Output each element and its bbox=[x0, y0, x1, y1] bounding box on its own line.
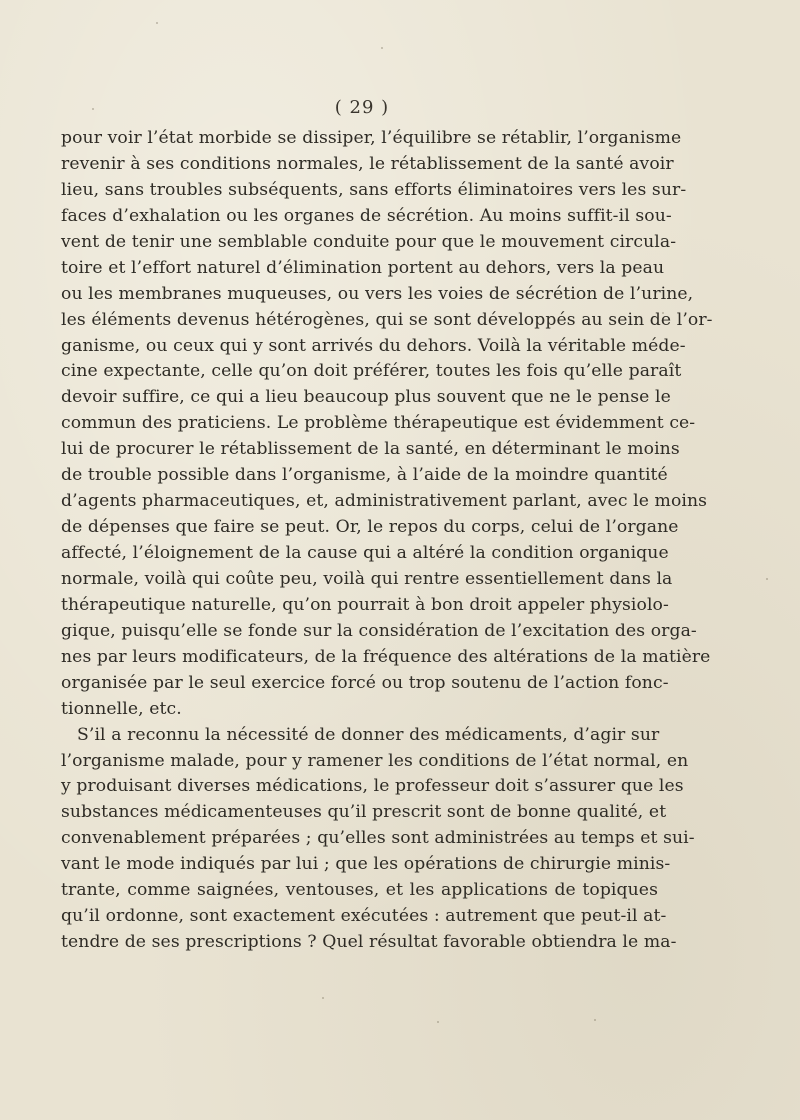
paper-speck bbox=[381, 47, 383, 49]
text-line: les éléments devenus hétérogènes, qui se sont développés au sein de l’or- bbox=[61, 309, 713, 330]
text-line: ou les membranes muqueuses, ou vers les voies de sécrétion de l’urine, bbox=[61, 283, 694, 304]
text-line: trante, comme saignées, ventouses, et les applications de topiques bbox=[61, 880, 658, 901]
text-line: l’organisme malade, pour y ramener les conditions de l’état normal, en bbox=[61, 750, 689, 771]
paper-speck bbox=[322, 997, 324, 999]
paper-speck bbox=[766, 578, 768, 580]
text-line: d’agents pharmaceutiques, et, administrativement parlant, avec le moins bbox=[61, 491, 708, 512]
paper-speck bbox=[156, 22, 158, 24]
paper-speck bbox=[662, 312, 664, 314]
text-line: vent de tenir une semblable conduite pour que le mouvement circula- bbox=[61, 231, 677, 252]
text-line: affecté, l’éloignement de la cause qui a altéré la condition organique bbox=[61, 543, 669, 563]
text-line: faces d’exhalation ou les organes de sécrétion. Au moins suffit-il sou- bbox=[61, 205, 672, 226]
text-line: tendre de ses prescriptions ? Quel résultat favorable obtiendra le ma- bbox=[61, 932, 677, 953]
text-line: gique, puisqu’elle se fonde sur la considération de l’excitation des orga- bbox=[61, 620, 697, 641]
text-line: toire et l’effort naturel d’élimination portent au dehors, vers la peau bbox=[61, 257, 665, 278]
text-line: de dépenses que faire se peut. Or, le repos du corps, celui de l’organe bbox=[61, 517, 679, 538]
text-line: qu’il ordonne, sont exactement exécutées : autrement que peut-il at- bbox=[61, 906, 667, 927]
text-line: cine expectante, celle qu’on doit préférer, toutes les fois qu’elle paraît bbox=[61, 361, 682, 382]
text-line: lui de procurer le rétablissement de la santé, en déterminant le moins bbox=[61, 439, 680, 460]
text-line: nes par leurs modificateurs, de la fréquence des altérations de la matière bbox=[61, 646, 711, 667]
text-line: commun des praticiens. Le problème thérapeutique est évidemment ce- bbox=[61, 413, 696, 434]
page-number: ( 29 ) bbox=[334, 97, 390, 118]
paper-speck bbox=[594, 1019, 596, 1021]
text-line-paragraph-end: tionnelle, etc. bbox=[61, 698, 182, 719]
paper-speck bbox=[437, 1021, 439, 1023]
text-line: y produisant diverses médications, le professeur doit s’assurer que les bbox=[61, 776, 684, 797]
text-line: substances médicamenteuses qu’il prescrit sont de bonne qualité, et bbox=[61, 802, 667, 823]
text-line-paragraph-start: S’il a reconnu la nécessité de donner des médicaments, d’agir sur bbox=[77, 724, 660, 745]
paper-speck bbox=[92, 108, 94, 110]
text-line: devoir suffire, ce qui a lieu beaucoup plus souvent que ne le pense le bbox=[61, 387, 671, 408]
text-line: vant le mode indiqués par lui ; que les opérations de chirurgie minis- bbox=[61, 854, 671, 875]
body-text bbox=[61, 126, 713, 956]
text-line: lieu, sans troubles subséquents, sans efforts éliminatoires vers les sur- bbox=[61, 179, 687, 200]
text-line: normale, voilà qui coûte peu, voilà qui rentre essentiellement dans la bbox=[61, 568, 673, 589]
text-line: de trouble possible dans l’organisme, à l’aide de la moindre quantité bbox=[61, 465, 668, 486]
text-line: revenir à ses conditions normales, le rétablissement de la santé avoir bbox=[61, 153, 674, 174]
text-line: pour voir l’état morbide se dissiper, l’équilibre se rétablir, l’organisme bbox=[61, 128, 682, 148]
text-line: organisée par le seul exercice forcé ou trop soutenu de l’action fonc- bbox=[61, 672, 669, 693]
text-line: thérapeutique naturelle, qu’on pourrait à bon droit appeler physiolo- bbox=[61, 594, 669, 615]
text-line: convenablement préparées ; qu’elles sont administrées au temps et sui- bbox=[61, 828, 695, 849]
text-line: ganisme, ou ceux qui y sont arrivés du dehors. Voilà la véritable méde- bbox=[61, 335, 686, 356]
